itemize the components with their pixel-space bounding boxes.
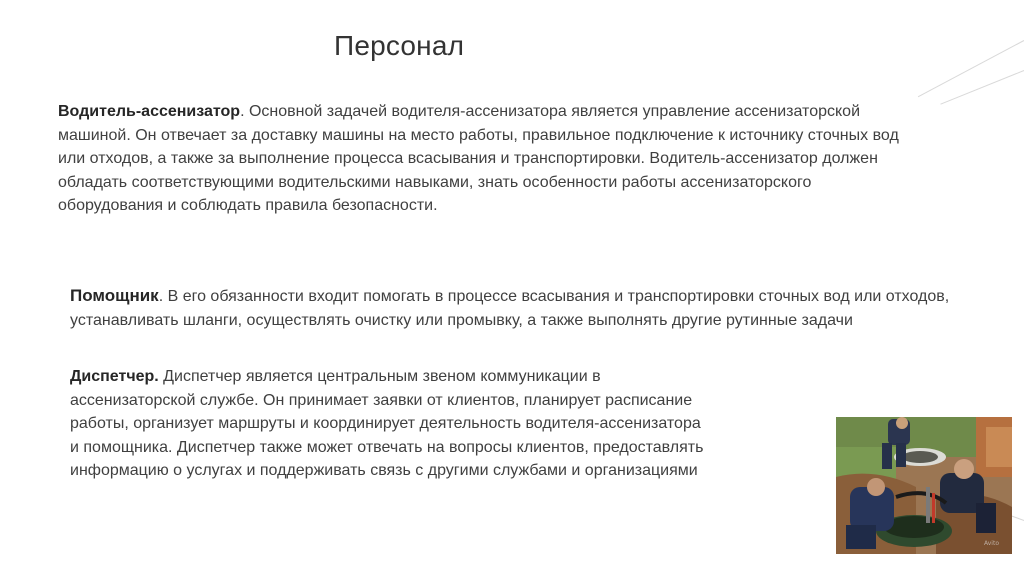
decorative-line xyxy=(918,40,1024,97)
decorative-line xyxy=(940,70,1024,105)
driver-term: Водитель-ассенизатор xyxy=(58,103,241,120)
driver-description: . Основной задачей водителя-ассенизатора является управление ассенизаторской машиной. Он отвечает за доставку машины на место работы, правильное подключение к источнику сточных вод или отходов, а также за выполнение процесса всасывания и транспортировки. Водитель-ассенизатор должен обладать соответствующими водительскими навыками, знать особенности работы ассенизаторского оборудования и соблюдать правила безопасности. xyxy=(58,103,899,214)
assistant-description: . В его обязанности входит помогать в процессе всасывания и транспортировки сточных вод или отходов, устанавливать шланги, осуществлять очистку или промывку, а также выполнять другие рутинные задачи xyxy=(70,288,950,329)
assistant-paragraph xyxy=(70,284,990,332)
svg-text:Avito: Avito xyxy=(984,540,999,547)
dispatcher-paragraph xyxy=(70,365,710,483)
photo-illustration xyxy=(836,417,1012,554)
workers-at-septic-tank-photo xyxy=(836,417,1012,554)
slide-title: Персонал xyxy=(334,30,465,61)
driver-paragraph xyxy=(58,100,908,218)
assistant-term: Помощник xyxy=(70,286,159,305)
dispatcher-description: Диспетчер является центральным звеном коммуникации в ассенизаторской службе. Он принимает заявки от клиентов, планирует расписание работы, организует маршруты и координирует деятельность водителя-ассенизатора и помощника. Диспетчер также может отвечать на вопросы клиентов, предоставлять информацию о услугах и поддерживать связь с другими службами и организациями xyxy=(70,368,704,479)
dispatcher-term: Диспетчер. xyxy=(70,368,159,385)
